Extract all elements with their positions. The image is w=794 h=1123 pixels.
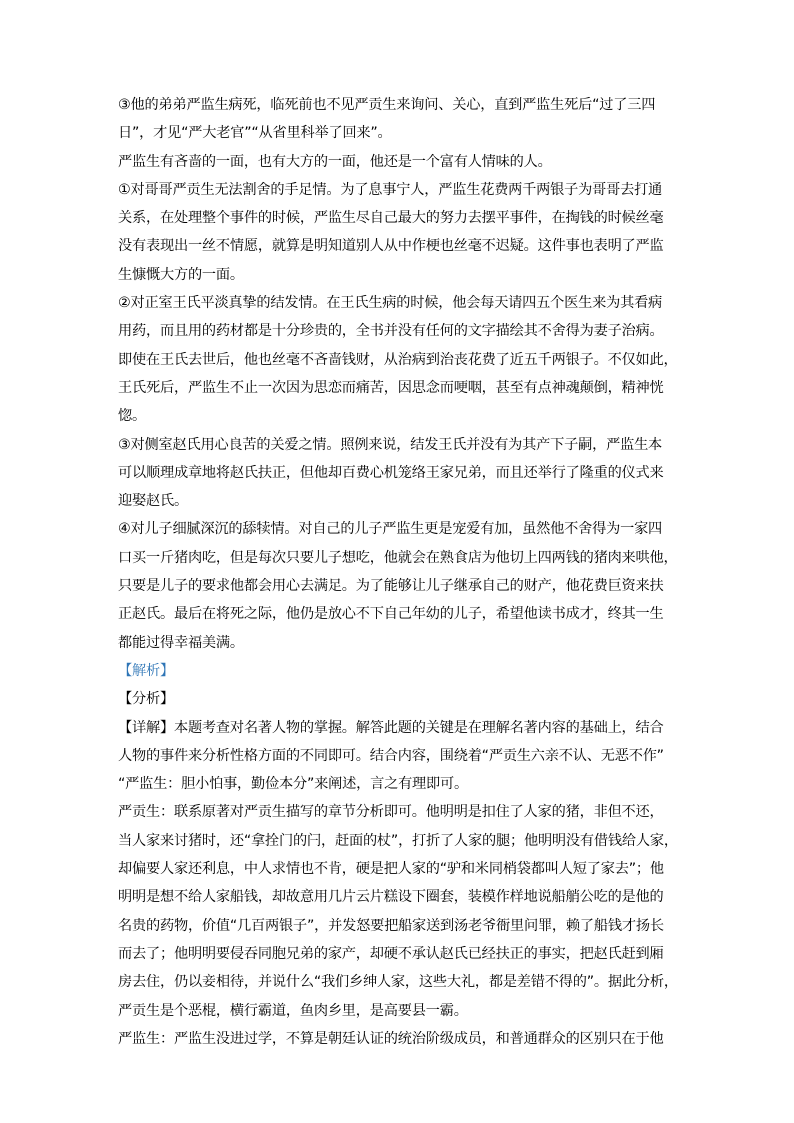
text-line-13: ③对侧室赵氏用心良苦的关爱之情。照例来说，结发王氏并没有为其产下子嗣，严监生本	[118, 436, 663, 453]
text-line-3: 严监生有吝啬的一面，也有大方的一面，他还是一个富有人情味的人。	[118, 153, 552, 170]
text-line-26: 严贡生：联系原著对严贡生描写的章节分析即可。他明明是扣住了人家的猪，非但不还，	[118, 804, 664, 821]
text-line-6: 没有表现出一丝不情愿，就算是明知道别人从中作梗也丝毫不迟疑。这件事也表明了严监	[118, 238, 664, 255]
text-line-1: ③他的弟弟严监生病死，临死前也不见严贡生来询问、关心，直到严监生死后“过了三四	[118, 97, 656, 113]
text-line-11: 王氏死后，严监生不止一次因为思恋而痛苦，因思念而哽咽，甚至有点神魂颠倒，精神恍	[118, 379, 664, 396]
text-line-32: 房去住，仍以妾相待，并说什么“我们乡绅人家，这些大礼，都是差错不得的”。据此分析，	[118, 974, 678, 991]
text-line-9: 用药，而且用的药材都是十分珍贵的，全书并没有任何的文字描绘其不舍得为妻子治病。	[118, 323, 664, 340]
text-line-10: 即使在王氏去世后，他也丝毫不吝啬钱财，从治病到治丧花费了近五千两银子。不仅如此，	[118, 351, 678, 368]
text-line-2: 日”，才见“严大老官”“从省里科举了回来”。	[118, 125, 392, 142]
text-line-25: “严监生：胆小怕事，勤俭本分”来阐述，言之有理即可。	[118, 776, 469, 793]
text-line-31: 而去了；他明明要侵吞同胞兄弟的家产，却硬不承认赵氏已经扶正的事实，把赵氏赶到厢	[118, 945, 664, 962]
text-line-20: 都能过得幸福美满。	[118, 634, 244, 651]
section-heading-fenxi: 【分析】	[118, 691, 174, 708]
text-line-27: 当人家来讨猪时，还“拿拴门的闩，赶面的杖”，打折了人家的腿；他明明没有借钱给人家，	[118, 832, 678, 849]
text-line-24: 人物的事件来分析性格方面的不同即可。结合内容，围绕着“严贡生六亲不认、无恶不作”	[118, 747, 664, 764]
text-line-34: 严监生：严监生没进过学，不算是朝廷认证的统治阶级成员，和普通群众的区别只在于他	[118, 1030, 664, 1047]
text-line-12: 惚。	[118, 408, 146, 425]
text-line-29: 明明是想不给人家船钱，却故意用几片云片糕设下圈套，装模作样地说船艄公吃的是他的	[118, 889, 664, 906]
text-line-16: ④对儿子细腻深沉的舔犊情。对自己的儿子严监生更是宠爱有加，虽然他不舍得为一家四	[118, 521, 663, 538]
text-line-30: 名贵的药物，价值“几百两银子”，并发怒要把船家送到汤老爷衙里问罪，赖了船钱才扬长	[118, 917, 664, 934]
text-line-14: 可以顺理成章地将赵氏扶正，但他却百费心机笼络王家兄弟，而且还举行了隆重的仪式来	[118, 464, 664, 481]
document-body	[118, 91, 678, 1053]
text-line-17: 口买一斤猪肉吃，但是每次只要儿子想吃，他就会在熟食店为他切上四两钱的猪肉来哄他，	[118, 549, 678, 566]
text-line-18: 只要是儿子的要求他都会用心去满足。为了能够让儿子继承自己的财产，他花费巨资来扶	[118, 578, 664, 595]
text-line-5: 关系，在处理整个事件的时候，严监生尽自己最大的努力去摆平事件，在掏钱的时候丝毫	[118, 210, 664, 227]
text-line-7: 生慷慨大方的一面。	[118, 266, 244, 283]
text-line-28: 却偏要人家还利息，中人求情也不肯，硬是把人家的“驴和米同梢袋都叫人短了家去”；他	[118, 861, 664, 878]
text-line-23: 【详解】本题考查对名著人物的掌握。解答此题的关键是在理解名著内容的基础上，结合	[118, 719, 664, 736]
text-line-33: 严贡生是个恶棍，横行霸道，鱼肉乡里，是高要县一霸。	[118, 1002, 468, 1019]
section-heading-jiexi: 【解析】	[118, 662, 174, 679]
text-line-19: 正赵氏。最后在将死之际，他仍是放心不下自己年幼的儿子，希望他读书成才，终其一生	[118, 606, 664, 623]
text-line-4: ①对哥哥严贡生无法割舍的手足情。为了息事宁人，严监生花费两千两银子为哥哥去打通	[118, 181, 663, 198]
text-line-15: 迎娶赵氏。	[118, 493, 188, 510]
text-line-8: ②对正室王氏平淡真挚的结发情。在王氏生病的时候，他会每天请四五个医生来为其看病	[118, 295, 663, 312]
